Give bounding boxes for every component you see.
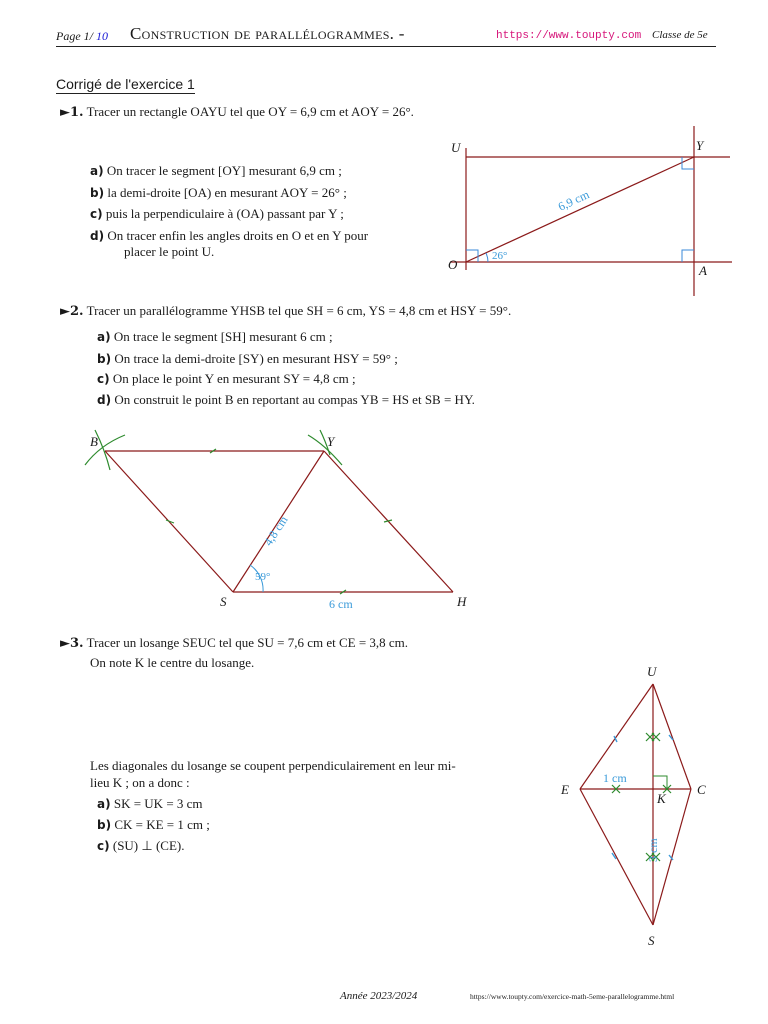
exercise-3-statement: ►3. Tracer un losange SEUC tel que SU = 7,6 cm et CE = 3,8 cm.	[60, 635, 409, 651]
ex1-step-b: b) la demi-droite [OA) en mesurant AOY = 26° ;	[90, 185, 347, 200]
point-o: O	[448, 257, 458, 272]
ys-length-label: 4,8 cm	[261, 513, 291, 549]
point-y: Y	[696, 138, 704, 153]
page-title: Construction de parallélogrammes. -	[130, 24, 405, 43]
ex1-step-c: c) puis la perpendiculaire à (OA) passant par Y ;	[90, 206, 344, 221]
ex3-paragraph-line-2: lieu K ; on a donc :	[90, 775, 190, 790]
sk-length-label: 3 cm	[646, 838, 660, 862]
segment-yh	[324, 451, 453, 592]
footer-link[interactable]: https://www.toupty.com/exercice-math-5eme-parallelogramme.html	[470, 992, 675, 1001]
sh-length-label: 6 cm	[329, 597, 353, 611]
point-b: B	[90, 434, 98, 449]
page-header	[56, 24, 716, 47]
point-e: E	[561, 782, 569, 797]
footer-year: Année 2023/2024	[340, 990, 418, 1002]
section-title: Corrigé de l'exercice 1	[56, 76, 195, 92]
ex1-step-d: d) On tracer enfin les angles droits en O et en Y pour	[90, 228, 369, 243]
parallelogram-figure	[80, 425, 500, 620]
site-link[interactable]: https://www.toupty.com	[496, 30, 642, 42]
point-s: S	[220, 594, 227, 609]
point-k: K	[657, 791, 666, 806]
class-label: Classe de 5e	[652, 29, 708, 41]
segment-se	[580, 789, 653, 925]
angle-label: 26°	[492, 250, 508, 262]
ex2-step-d: d) On construit le point B en reportant au compas YB = HS et SB = HY.	[97, 392, 475, 407]
point-a: A	[699, 263, 707, 278]
exercise-2-statement: ►2. Tracer un parallélogramme YHSB tel que SH = 6 cm, YS = 4,8 cm et HSY = 59°.	[60, 303, 512, 319]
point-u: U	[647, 664, 657, 679]
compass-marks	[85, 430, 392, 594]
ex3-step-b: b) CK = KE = 1 cm ;	[97, 817, 210, 832]
angle-arc	[486, 253, 488, 262]
ex3-note: On note K le centre du losange.	[90, 655, 255, 670]
ex1-step-a: a) On tracer le segment [OY] mesurant 6,9 cm ;	[90, 163, 342, 178]
segment-oy	[466, 157, 694, 262]
ek-length-label: 1 cm	[603, 771, 627, 785]
point-h: H	[457, 594, 467, 609]
segment-uc	[653, 684, 691, 789]
ex3-step-a: a) SK = UK = 3 cm	[97, 796, 203, 811]
ex3-step-c: c) (SU) ⊥ (CE).	[97, 838, 185, 853]
ex1-step-d-cont: placer le point U.	[124, 244, 215, 259]
exercise-1-statement: ►1. Tracer un rectangle OAYU tel que OY = 6,9 cm et AOY = 26°.	[60, 104, 414, 120]
point-u: U	[451, 140, 461, 155]
ex2-step-a: a) On trace le segment [SH] mesurant 6 cm ;	[97, 329, 333, 344]
page-number: Page 1/ 10	[56, 29, 108, 43]
point-c: C	[697, 782, 706, 797]
point-y: Y	[327, 434, 335, 449]
ex2-step-b: b) On trace la demi-droite [SY) en mesurant HSY = 59° ;	[97, 351, 398, 366]
ex3-paragraph-line-1: Les diagonales du losange se coupent perpendiculairement en leur mi-	[90, 758, 456, 773]
rectangle-figure	[440, 118, 740, 298]
length-label: 6,9 cm	[555, 187, 592, 214]
page-total-link[interactable]: 10	[96, 29, 108, 43]
rhombus-figure	[555, 660, 725, 952]
point-s: S	[648, 933, 655, 948]
angle-label: 59°	[255, 571, 271, 583]
ex2-step-c: c) On place le point Y en mesurant SY = 4,8 cm ;	[97, 371, 356, 386]
